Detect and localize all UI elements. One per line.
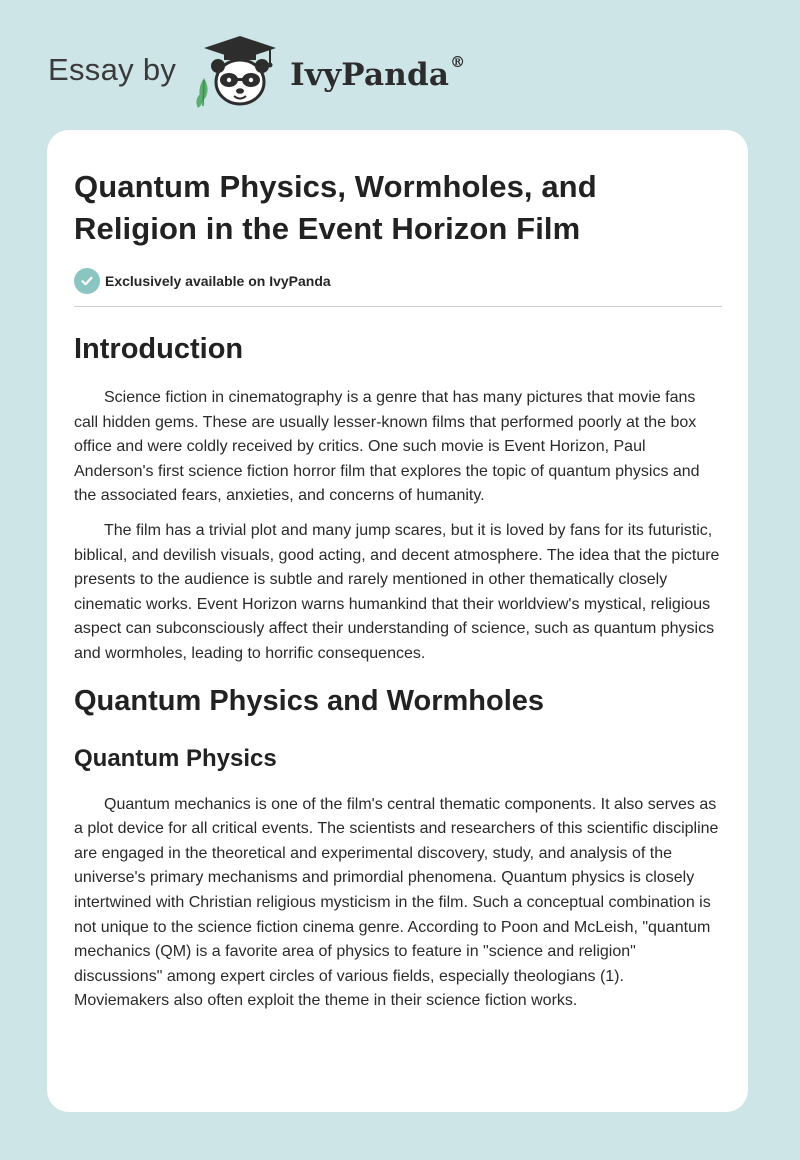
essay-card [47,130,748,1112]
subsection-heading-quantum-physics: Quantum Physics [74,744,277,772]
check-icon [74,268,100,294]
section-heading-quantum-physics-and-wormholes: Quantum Physics and Wormholes [74,684,545,717]
registered-mark: ® [450,53,466,71]
paragraph: The film has a trivial plot and many jump scares, but it is loved by fans for its futuristic, biblical, and devilish visuals, good acting, and decent atmosphere. The idea that the picture presents to the audience is subtle and rarely mentioned in other thematically closely cinematic works. Event Horizon warns humankind that their worldview's mystical, religious aspect can subconsciously affect their understanding of science, such as quantum physics and wormholes, leading to horrific consequences. [74,521,720,662]
paragraph: Quantum mechanics is one of the film's central thematic components. It also serves as a plot device for all critical events. The scientists and researchers of this scientific discipline are engaged in the theoretical and experimental discovery, study, and analysis of the universe's primary mechanisms and primordial phenomena. Quantum physics is closely intertwined with Christian religious mysticism in the film. Such a conceptual combination is not unique to the science fiction cinema genre. According to Poon and McLeish, "quantum mechanics (QM) is a favorite area of physics to feature in "science and religion" discussions" among expert circles of various fields, especially theologians (1). Moviemakers also often exploit the theme in their science fiction works. [74,795,719,1010]
exclusive-badge-label: Exclusively available on IvyPanda [105,273,331,289]
paragraph: Science fiction in cinematography is a genre that has many pictures that movie fans call hidden gems. These are usually lesser-known films that performed poorly at the box office and were coldly received by critics. One such movie is Event Horizon, Paul Anderson's first science fiction horror film that explores the topic of quantum physics and the associated fears, anxieties, and concerns of humanity. [74,389,700,505]
title-divider [74,306,722,307]
section-heading-introduction: Introduction [74,333,244,365]
brand-name[interactable]: IvyPanda® [290,53,466,93]
essay-by-label: Essay by [48,52,177,87]
site-header [48,30,465,110]
panda-graduate-icon[interactable] [190,30,286,110]
exclusive-badge [74,268,722,294]
page-title: Quantum Physics, Wormholes, and Religion in the Event Horizon Film [74,169,597,246]
